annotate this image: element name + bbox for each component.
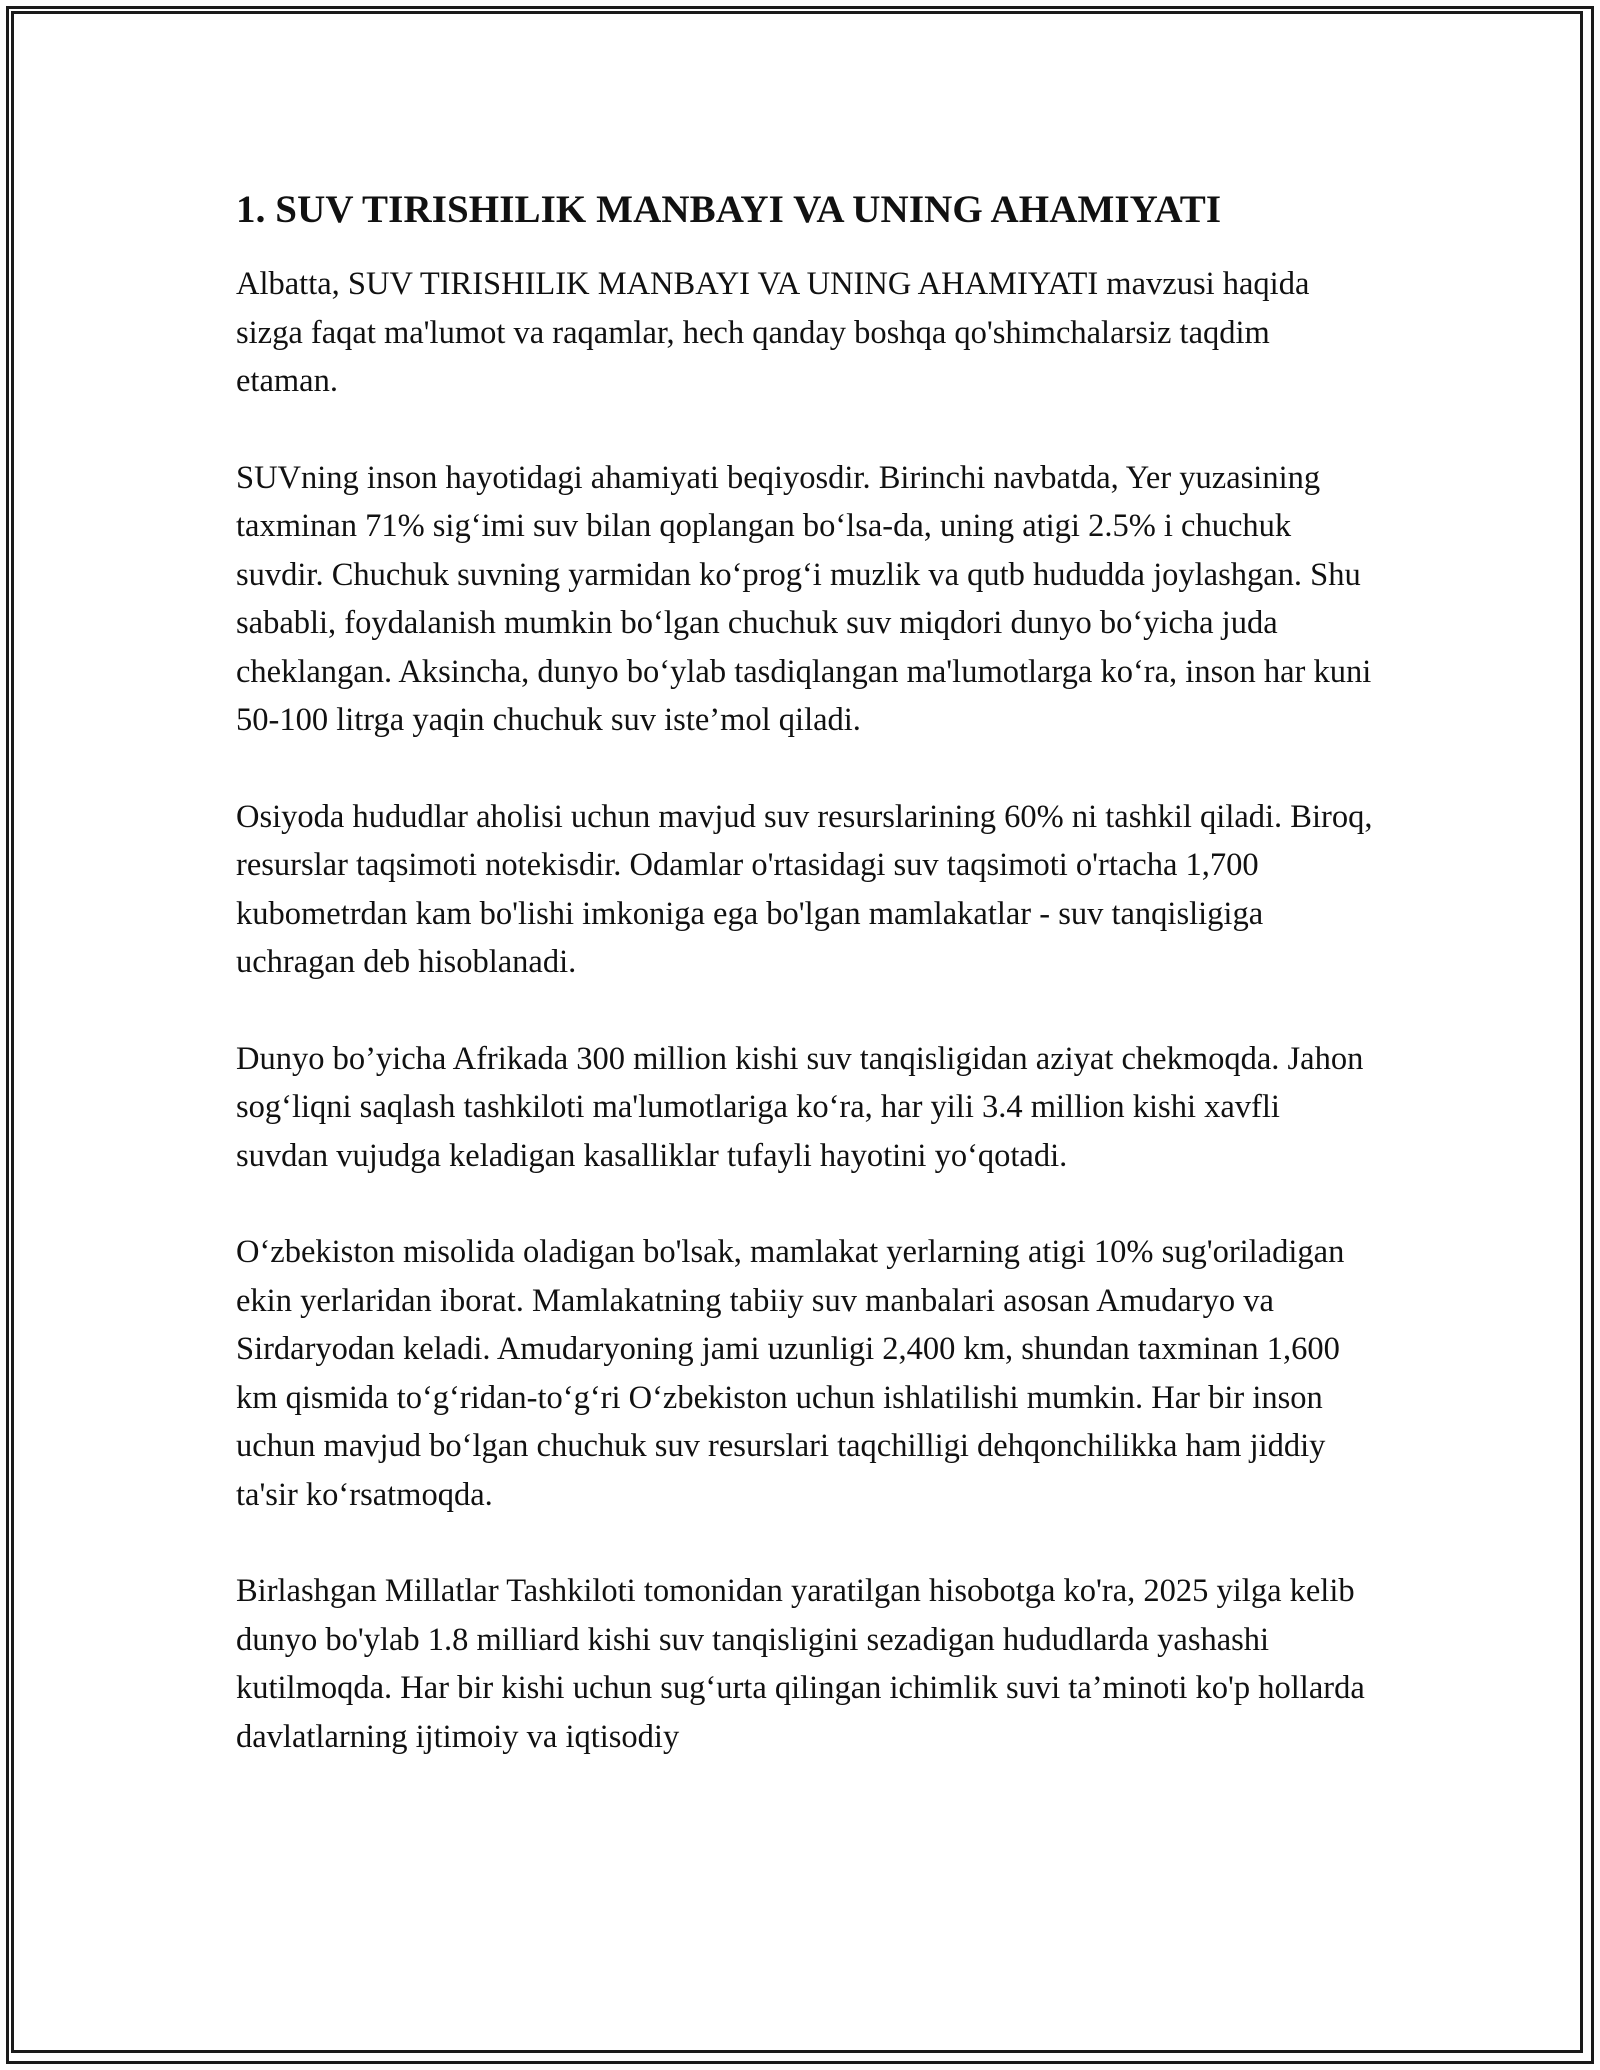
paragraph-uzbekistan: O‘zbekiston misolida oladigan bo'lsak, mamlakat yerlarning atigi 10% sug'oriladigan ekin yerlaridan iborat. Mamlakatning tabiiy suv manbalari asosan Amudaryo va Sirdaryodan keladi. Amudaryoning jami uzunligi 2,400 km, shundan taxminan 1,600 km qismida to‘g‘ridan-to‘g‘ri O‘zbekiston uchun ishlatilishi mumkin. Har bir inson uchun mavjud bo‘lgan chuchuk suv resurslari taqchilligi dehqonchilikka ham jiddiy ta'sir ko‘rsatmoqda. bbox=[236, 1234, 1345, 1513]
paragraph-intro: Albatta, SUV TIRISHILIK MANBAYI VA UNING AHAMIYATI mavzusi haqida sizga faqat ma'lumot va raqamlar, hech qanday boshqa qo'shimchalarsiz taqdim etaman. bbox=[236, 266, 1310, 399]
paragraph-asia-resources: Osiyoda hududlar aholisi uchun mavjud suv resurslarining 60% ni tashkil qiladi. Biroq, resurslar taqsimoti notekisdir. Odamlar o'rtasidagi suv taqsimoti o'rtacha 1,700 kubometrdan kam bo'lishi imkoniga ega bo'lgan mamlakatlar - suv tanqisligiga uchragan deb hisoblanadi. bbox=[236, 798, 1373, 980]
paragraph-un-report: Birlashgan Millatlar Tashkiloti tomonidan yaratilgan hisobotga ko'ra, 2025 yilga kelib dunyo bo'ylab 1.8 milliard kishi suv tanqisligini sezadigan hududlarda yashashi kutilmoqda. Har bir kishi uchun sug‘urta qilingan ichimlik suvi ta’minoti ko'p hollarda davlatlarning ijtimoiy va iqtisodiy bbox=[236, 1573, 1365, 1755]
paragraph-water-importance: SUVning inson hayotidagi ahamiyati beqiyosdir. Birinchi navbatda, Yer yuzasining taxminan 71% sig‘imi suv bilan qoplangan bo‘lsa-da, uning atigi 2.5% i chuchuk suvdir. Chuchuk suvning yarmidan ko‘prog‘i muzlik va qutb hududda joylashgan. Shu sababli, foydalanish mumkin bo‘lgan chuchuk suv miqdori dunyo bo‘yicha juda cheklangan. Aksincha, dunyo bo‘ylab tasdiqlangan ma'lumotlarga ko‘ra, inson har kuni 50-100 litrga yaqin chuchuk suv iste’mol qiladi. bbox=[236, 459, 1372, 738]
paragraph-africa-shortage: Dunyo bo’yicha Afrikada 300 million kishi suv tanqisligidan aziyat chekmoqda. Jahon sog‘liqni saqlash tashkiloti ma'lumotlariga ko‘ra, har yili 3.4 million kishi xavfli suvdan vujudga keladigan kasalliklar tufayli hayotini yo‘qotadi. bbox=[236, 1040, 1364, 1174]
section-title: 1. SUV TIRISHILIK MANBAYI VA UNING AHAMIYATI bbox=[236, 188, 1222, 231]
document-body bbox=[236, 186, 1376, 1809]
